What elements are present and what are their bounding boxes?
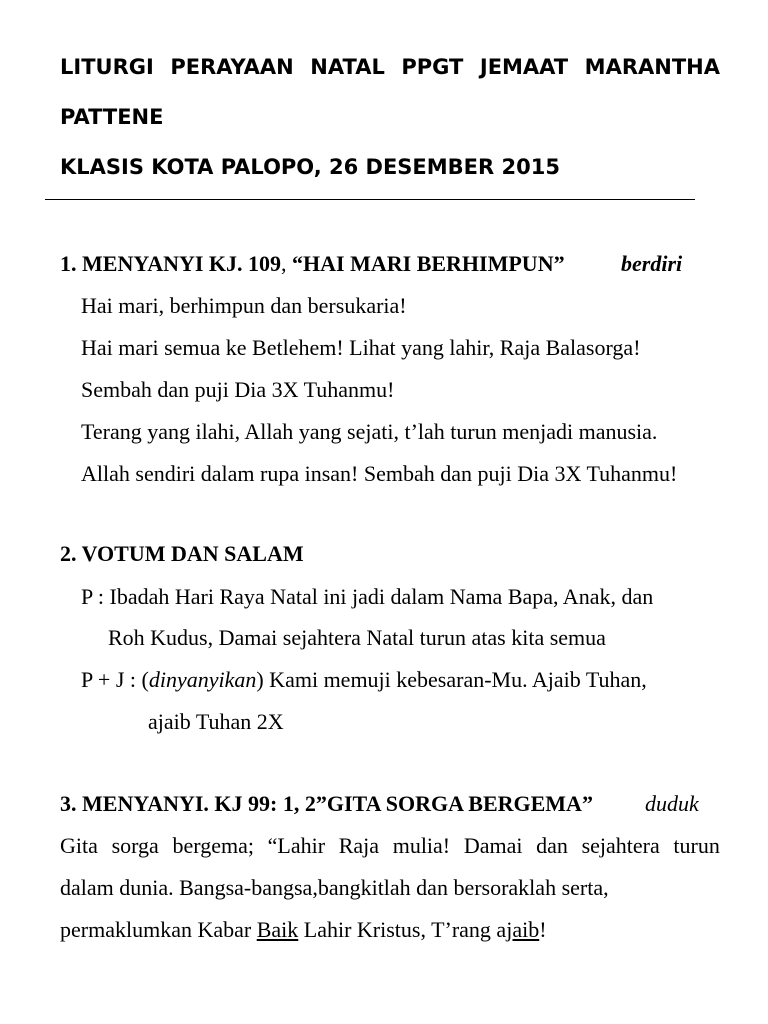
section-3-lyric-line-1 [60,832,720,860]
underlined-word: jaib [506,917,540,942]
line3-part-b: Lahir Kristus, T’rang a [298,917,507,942]
title-line-3: KLASIS KOTA PALOPO, 26 DESEMBER 2015 [60,155,560,179]
section-2-pj-line-2: ajaib Tuhan 2X [148,709,284,734]
title-word: NATAL [310,55,385,79]
section-2-p-line-1: P : Ibadah Hari Raya Natal ini jadi dalam Nama Bapa, Anak, dan [81,584,654,609]
title-line-1 [60,53,720,81]
pj-rest: ) Kami memuji kebesaran-Mu. Ajaib Tuhan, [256,667,647,692]
section-2-pj-line-1 [81,666,647,694]
section-3-heading: 3. MENYANYI. KJ 99: 1, 2”GITA SORGA BERGEMA” [60,791,593,816]
section-3-heading-row [60,790,720,818]
line3-part-a: permaklumkan Kabar [60,917,257,942]
title-word: LITURGI [60,55,154,79]
lyric-word: Raja [338,833,380,858]
section-1-lyric-line: Terang yang ilahi, Allah yang sejati, t’lah turun menjadi manusia. [81,419,658,444]
lyric-word: Damai [463,833,523,858]
pj-prefix: P + J : ( [81,667,149,692]
line3-part-c: ! [539,917,547,942]
lyric-word: sorga [111,833,159,858]
section-1-lyric-line: Hai mari, berhimpun dan bersukaria! [81,293,407,318]
section-1-number-title: 1. MENYANYI KJ. 109 [60,251,282,276]
pj-italic: dinyanyikan [148,667,257,692]
section-3-lyric-line-2: dalam dunia. Bangsa-bangsa,bangkitlah dan bersoraklah serta, [60,875,609,900]
lyric-word: dan [536,833,568,858]
lyric-word: Gita [60,833,98,858]
section-1-lyric-line: Allah sendiri dalam rupa insan! Sembah dan puji Dia 3X Tuhanmu! [81,461,678,486]
header-divider [45,199,695,200]
section-1-sep: , [281,251,293,276]
title-line-2: PATTENE [60,105,164,129]
lyric-word: sejahtera [581,833,660,858]
underlined-word: Baik [256,917,299,942]
lyric-word: bergema; [172,833,254,858]
section-1-posture: berdiri [621,251,683,276]
title-word: PPGT [401,55,464,79]
lyric-word: “Lahir [267,833,326,858]
section-3-posture: duduk [645,791,699,816]
lyric-word: turun [673,833,720,858]
section-3-lyric-line-3 [60,916,547,944]
lyric-word: mulia! [392,833,451,858]
section-2-p-line-2: Roh Kudus, Damai sejahtera Natal turun atas kita semua [108,625,606,650]
section-1-heading [60,250,720,278]
title-word: PERAYAAN [170,55,294,79]
title-word: JEMAAT [479,55,569,79]
section-1-lyric-line: Hai mari semua ke Betlehem! Lihat yang lahir, Raja Balasorga! [81,335,641,360]
section-1-lyric-line: Sembah dan puji Dia 3X Tuhanmu! [81,377,395,402]
section-1-song-title: “HAI MARI BERHIMPUN” [292,251,565,276]
title-word: MARANTHA [584,55,720,79]
section-2-heading: 2. VOTUM DAN SALAM [60,541,304,566]
